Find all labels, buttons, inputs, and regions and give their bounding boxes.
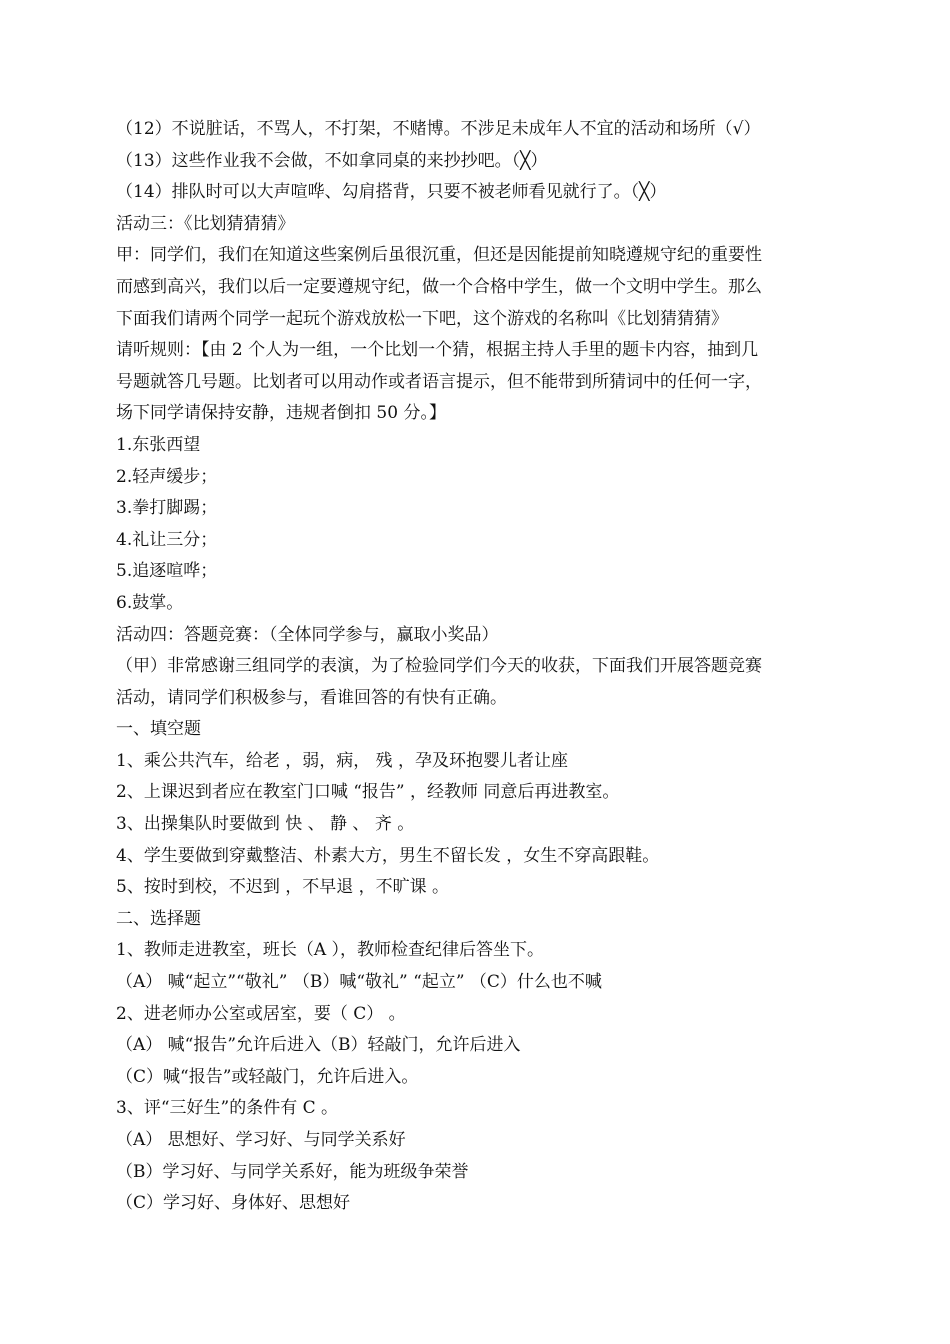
section-heading-fill-blank: 一、填空题	[116, 719, 201, 740]
game-word: 3.拳打脚踢；	[116, 498, 218, 519]
host-speech-line: （甲）非常感谢三组同学的表演，为了检验同学们今天的收获，下面我们开展答题竞赛	[116, 656, 762, 677]
choice-options: （A） 喊“报告”允许后进入（B）轻敲门，允许后进入	[116, 1035, 521, 1056]
choice-question: 3、评“三好生”的条件有 C 。	[116, 1098, 339, 1119]
choice-options: （B）学习好、与同学关系好，能为班级争荣誉	[116, 1161, 469, 1182]
game-word: 6.鼓掌。	[116, 592, 184, 613]
game-word: 2.轻声缓步；	[116, 466, 218, 487]
host-speech-line: 甲：同学们，我们在知道这些案例后虽很沉重，但还是因能提前知晓遵规守纪的重要性	[116, 245, 762, 266]
item-14: （14）排队时可以大声喧哗、勾肩搭背，只要不被老师看见就行了。（╳）	[116, 182, 667, 203]
document-page	[116, 114, 846, 1220]
fill-blank-question: 2、上课迟到者应在教室门口喊 “报告” ，经教师 同意后再进教室。	[116, 782, 620, 803]
fill-blank-question: 3、出操集队时要做到 快 、 静 、 齐 。	[116, 814, 415, 835]
item-12: （12）不说脏话，不骂人，不打架，不赌博。不涉足未成年人不宜的活动和场所（√）	[116, 119, 761, 139]
rules-line: 场下同学请保持安静，违规者倒扣 50 分。】	[116, 403, 446, 424]
host-speech-line: 而感到高兴，我们以后一定要遵规守纪，做一个合格中学生，做一个文明中学生。那么	[116, 276, 762, 297]
choice-question: 1、教师走进教室，班长（A ），教师检查纪律后答坐下。	[116, 940, 544, 961]
fill-blank-question: 5、按时到校，不迟到 ，不早退 ，不旷课 。	[116, 877, 450, 898]
game-word: 1.东张西望	[116, 434, 201, 455]
rules-line: 号题就答几号题。比划者可以用动作或者语言提示，但不能带到所猜词中的任何一字，	[116, 371, 762, 392]
activity-4-heading: 活动四：答题竞赛：（全体同学参与，赢取小奖品）	[116, 624, 499, 645]
choice-options: （A） 喊“起立”“敬礼” （B）喊“敬礼” “起立” （C）什么也不喊	[116, 972, 602, 993]
choice-options: （A） 思想好、学习好、与同学关系好	[116, 1130, 406, 1150]
choice-options: （C）喊“报告”或轻敲门，允许后进入。	[116, 1066, 419, 1087]
host-speech-line: 活动，请同学们积极参与，看谁回答的有快有正确。	[116, 687, 507, 708]
game-word: 4.礼让三分；	[116, 529, 218, 550]
choice-question: 2、进老师办公室或居室，要（ C） 。	[116, 1003, 406, 1024]
host-speech-line: 下面我们请两个同学一起玩个游戏放松一下吧，这个游戏的名称叫《比划猜猜猜》	[116, 308, 728, 329]
section-heading-multiple-choice: 二、选择题	[116, 908, 201, 929]
fill-blank-question: 1、乘公共汽车，给老 ，弱，病， 残 ，孕及环抱婴儿者让座	[116, 750, 569, 771]
item-13: （13）这些作业我不会做，不如拿同桌的来抄抄吧。（╳）	[116, 150, 548, 171]
game-word: 5.追逐喧哗；	[116, 561, 218, 582]
rules-line: 请听规则：【由 2 个人为一组，一个比划一个猜，根据主持人手里的题卡内容，抽到几	[116, 340, 759, 361]
fill-blank-question: 4、学生要做到穿戴整洁、朴素大方，男生不留长发 ，女生不穿高跟鞋。	[116, 845, 660, 866]
activity-3-heading: 活动三：《比划猜猜猜》	[116, 213, 295, 234]
choice-options: （C）学习好、身体好、思想好	[116, 1193, 351, 1214]
